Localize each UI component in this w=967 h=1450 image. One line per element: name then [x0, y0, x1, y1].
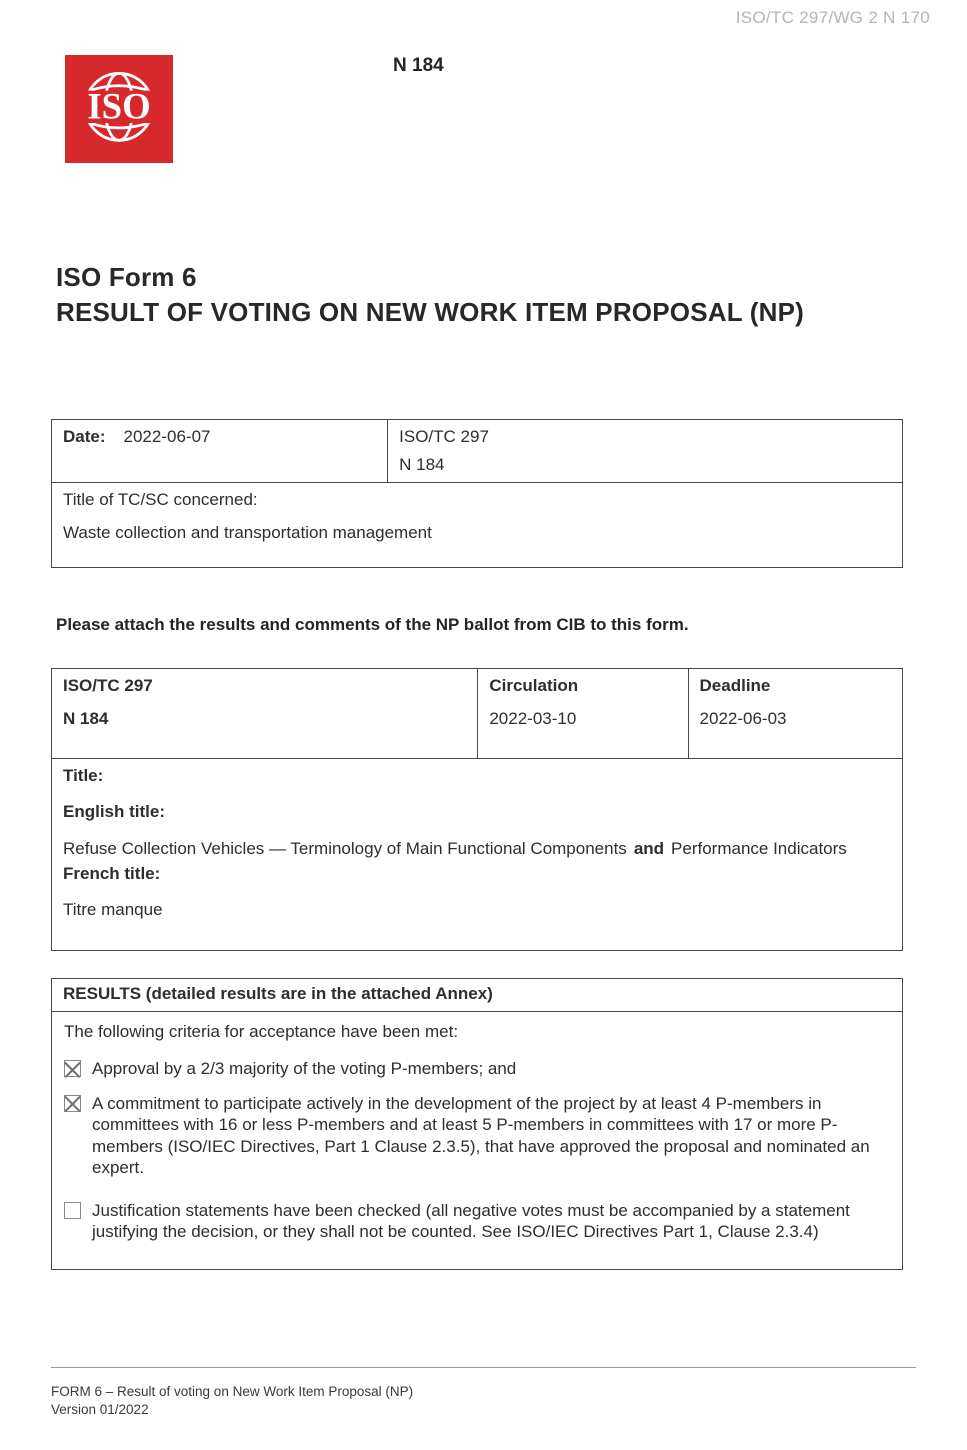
date-cell [52, 420, 388, 483]
tc-title-label: Title of TC/SC concerned: [63, 490, 258, 509]
tc-title-cell [52, 483, 903, 568]
spacer [63, 696, 466, 709]
doc-reference: ISO/TC 297/WG 2 N 170 [735, 8, 930, 27]
results-table [51, 978, 903, 1270]
deadline-label: Deadline [699, 676, 771, 695]
form-title-line1: ISO Form 6 [56, 262, 197, 292]
commitment-checkbox[interactable] [64, 1095, 81, 1112]
criterion-majority [64, 1058, 890, 1080]
deadline-cell [688, 669, 902, 759]
spacer [489, 696, 676, 709]
english-title-part2: Performance Indicators [671, 839, 847, 858]
committee-cell [388, 420, 903, 483]
ballot-doc-number: N 184 [63, 709, 109, 728]
circulation-cell [478, 669, 688, 759]
results-body [52, 1012, 903, 1270]
english-title-part1: Refuse Collection Vehicles — Terminology of Main Functional Components [63, 839, 627, 858]
iso-logo [63, 55, 175, 163]
deadline-date: 2022-06-03 [699, 709, 787, 728]
french-title-value: Titre manque [63, 900, 163, 919]
title-label: Title: [63, 766, 104, 785]
iso-globe-icon [63, 55, 175, 163]
criterion-text: A commitment to participate actively in the development of the project by at least 4 P-members in committees with 16 or less P-members and at least 5 P-members in committees with 17 or more P-members (ISO/IEC Directives, Part 1 Clause 2.3.5), that have approved the proposal and nominated an expert. [92, 1093, 870, 1177]
criterion-text: Justification statements have been checked (all negative votes must be accompanied by a statement justifying the decision, or they shall not be counted. See ISO/IEC Directives Part 1, Clause 2.3.4) [92, 1200, 850, 1241]
footer-divider [51, 1367, 916, 1368]
footer-form-name: FORM 6 – Result of voting on New Work Item Proposal (NP) [51, 1384, 414, 1399]
french-title-label: French title: [63, 864, 161, 883]
attach-note: Please attach the results and comments of the NP ballot from CIB to this form. [56, 615, 689, 634]
english-title-value [63, 838, 873, 860]
committee-doc-number: N 184 [399, 455, 445, 474]
form-title [56, 260, 804, 330]
spacer [700, 696, 891, 709]
ballot-committee-name: ISO/TC 297 [63, 676, 153, 695]
spacer [63, 510, 891, 523]
criterion-commitment [64, 1093, 890, 1179]
committee-name: ISO/TC 297 [399, 427, 489, 446]
criterion-justification [64, 1200, 890, 1243]
english-title-label: English title: [63, 802, 165, 821]
date-value: 2022-06-07 [123, 427, 211, 446]
criterion-text: Approval by a 2/3 majority of the voting P-members; and [92, 1059, 517, 1078]
titles-cell [52, 759, 903, 951]
iso-logo-text: ISO [87, 85, 151, 127]
footer [51, 1383, 413, 1419]
document-n-number: N 184 [393, 55, 444, 76]
english-title-and: and [633, 839, 665, 858]
results-header: RESULTS (detailed results are in the attached Annex) [52, 979, 903, 1012]
circulation-label: Circulation [489, 676, 579, 695]
justification-checkbox[interactable] [64, 1202, 81, 1219]
circulation-date: 2022-03-10 [489, 709, 577, 728]
tc-title-value: Waste collection and transportation management [63, 523, 432, 542]
date-label: Date: [63, 427, 106, 446]
ballot-committee-cell [52, 669, 478, 759]
footer-version: Version 01/2022 [51, 1402, 149, 1417]
info-table [51, 419, 903, 568]
criteria-intro: The following criteria for acceptance have been met: [64, 1022, 459, 1041]
ballot-table [51, 668, 903, 951]
majority-checkbox[interactable] [64, 1060, 81, 1077]
form-title-line2: RESULT OF VOTING ON NEW WORK ITEM PROPOSAL (NP) [56, 297, 804, 327]
